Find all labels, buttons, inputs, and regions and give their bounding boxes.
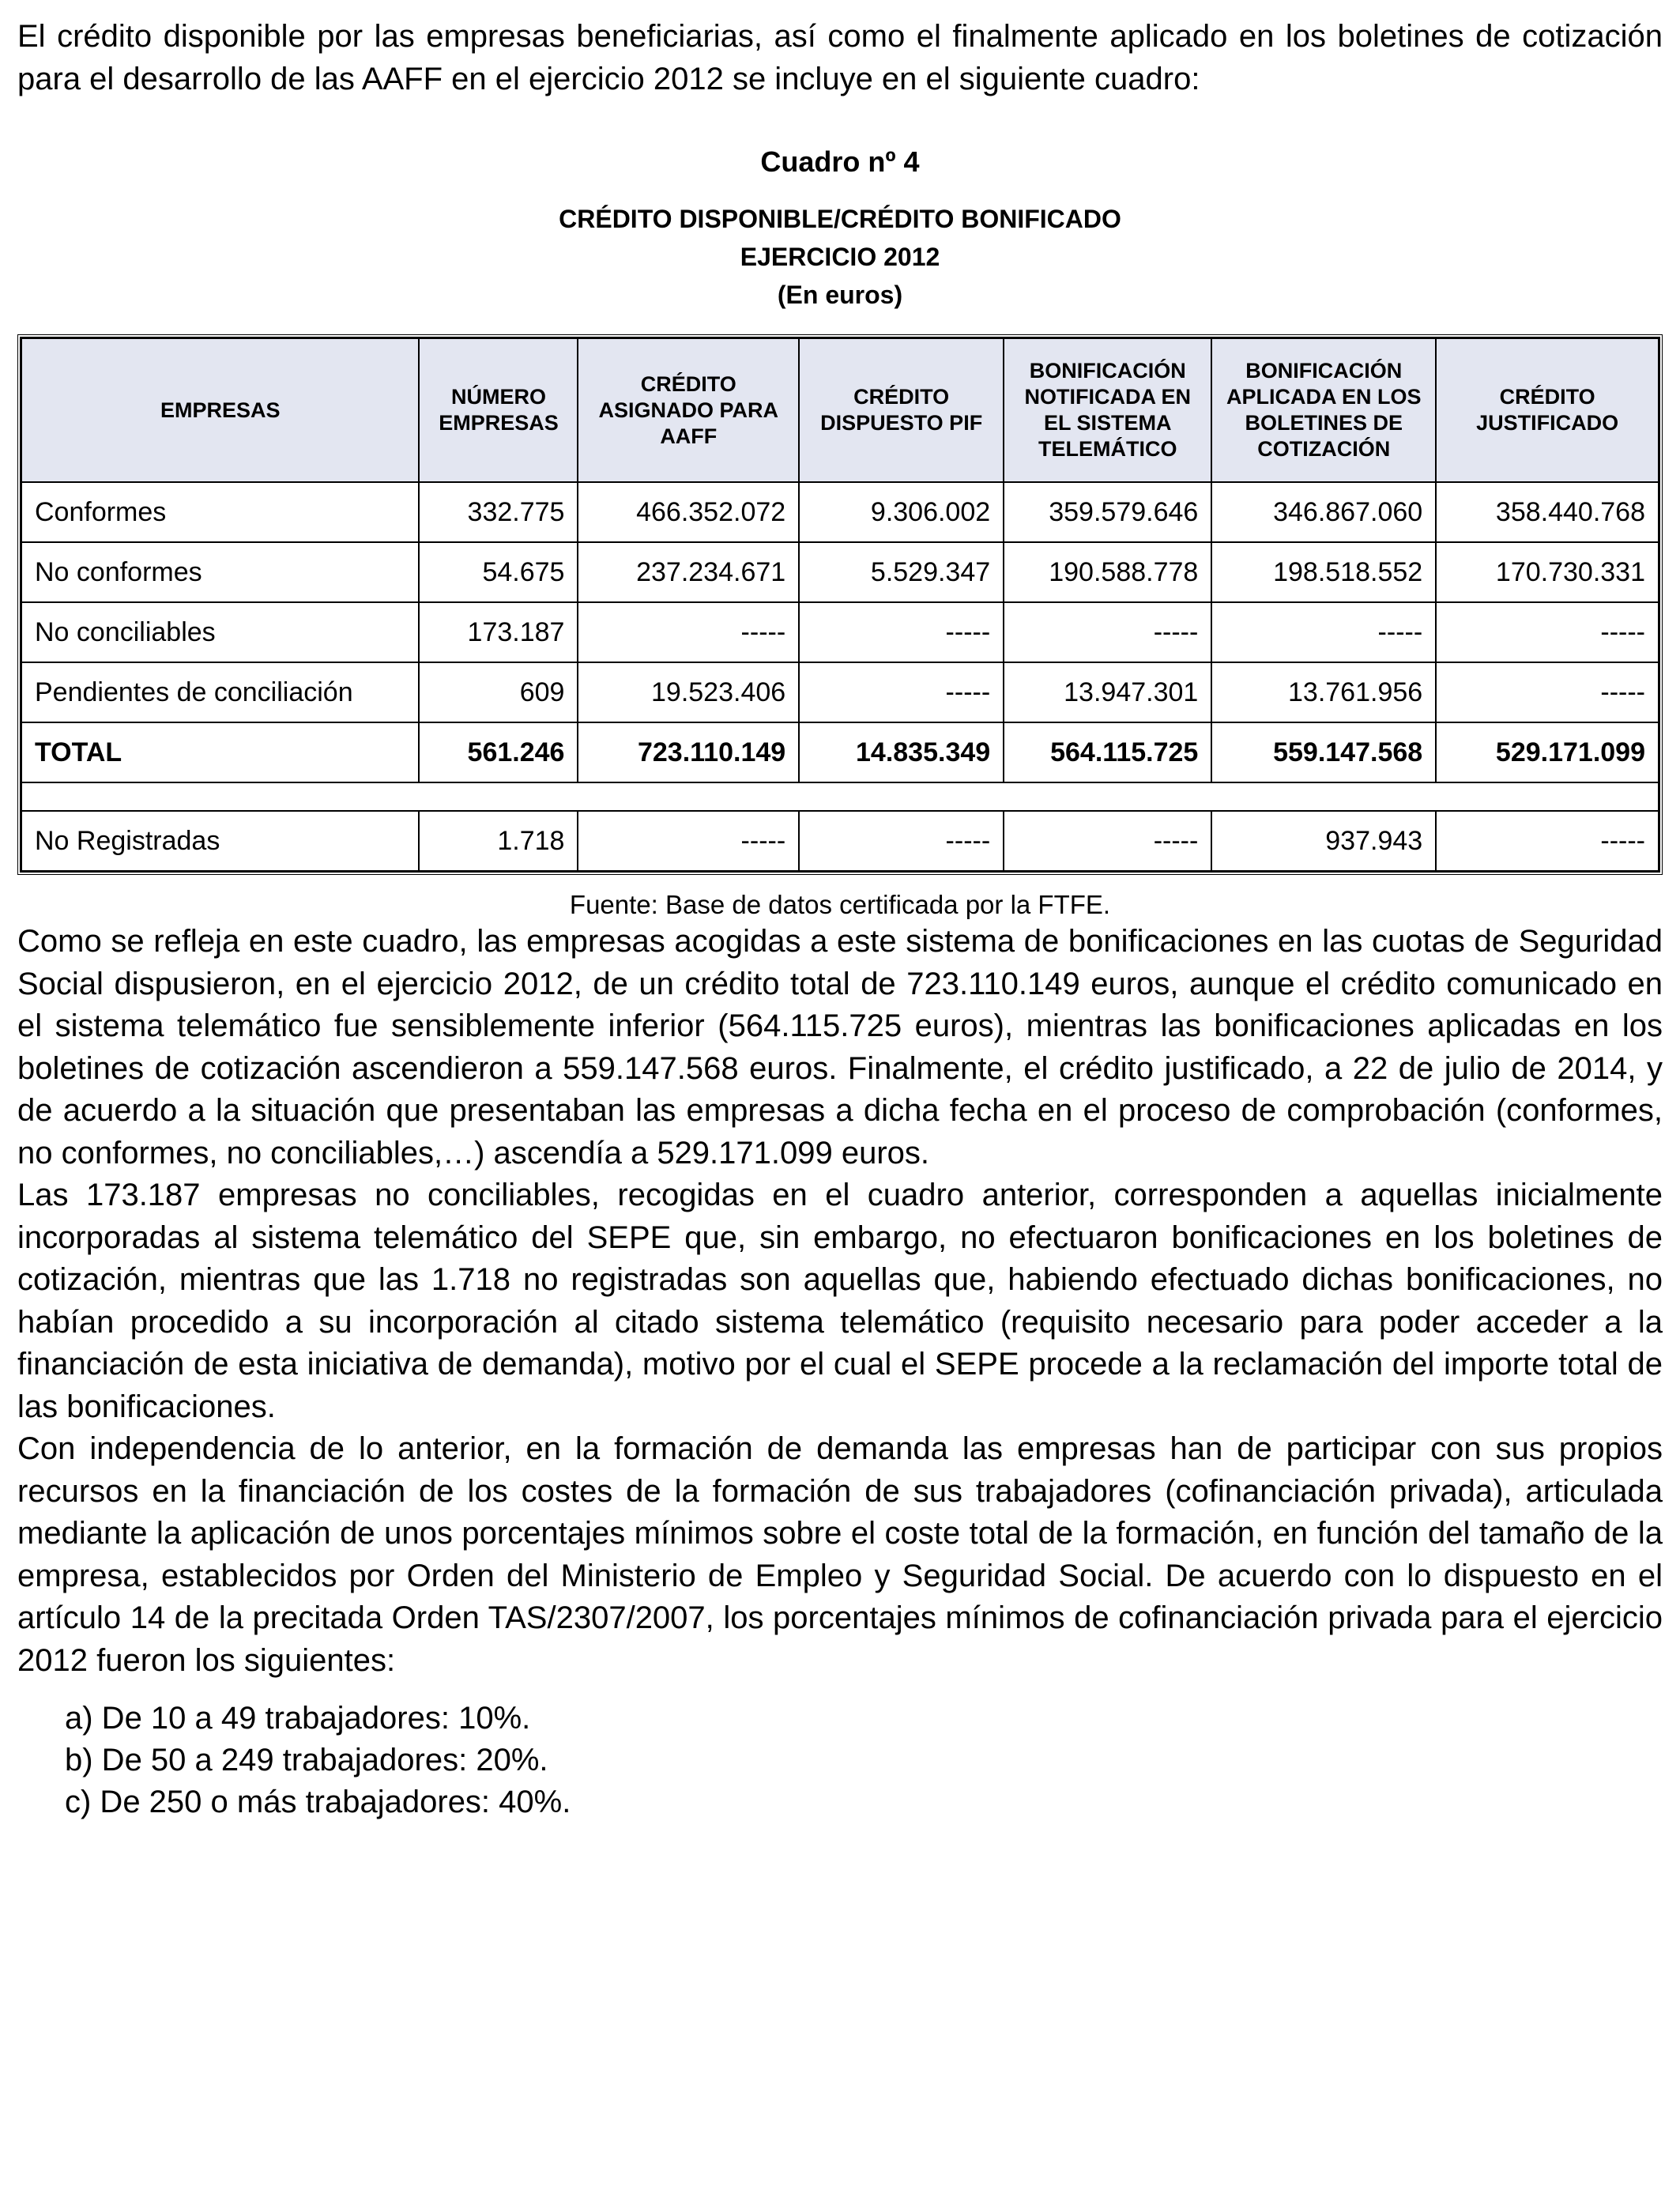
cell-value: 19.523.406	[578, 662, 799, 722]
total-value: 529.171.099	[1436, 722, 1659, 782]
header-credito-dispuesto: CRÉDITO DISPUESTO PIF	[799, 338, 1004, 482]
cell-value: 9.306.002	[799, 482, 1004, 542]
table-title	[17, 200, 1663, 314]
total-value: 564.115.725	[1004, 722, 1211, 782]
header-numero-empresas: NÚMERO EMPRESAS	[419, 338, 578, 482]
cell-value: 466.352.072	[578, 482, 799, 542]
cell-value: 198.518.552	[1211, 542, 1436, 602]
cell-value: 190.588.778	[1004, 542, 1211, 602]
cell-value: -----	[1004, 811, 1211, 871]
table-row	[21, 482, 1659, 542]
cell-value: 5.529.347	[799, 542, 1004, 602]
cell-value: 609	[419, 662, 578, 722]
table-row	[21, 602, 1659, 662]
row-label: No Registradas	[21, 811, 419, 871]
paragraph-3: Con independencia de lo anterior, en la formación de demanda las empresas han de participar con sus propios recursos en la financiación de los costes de la formación de sus trabajadores (cofinanciación privada), articulada mediante la aplicación de unos porcentajes mínimos sobre el coste total de la formación, en función del tamaño de la empresa, establecidos por Orden del Ministerio de Empleo y Seguridad Social. De acuerdo con lo dispuesto en el artículo 14 de la precitada Orden TAS/2307/2007, los porcentajes mínimos de cofinanciación privada para el ejercicio 2012 fueron los siguientes:	[17, 1431, 1663, 1678]
row-label: No conformes	[21, 542, 419, 602]
header-credito-justificado: CRÉDITO JUSTIFICADO	[1436, 338, 1659, 482]
credit-table	[21, 337, 1659, 872]
header-empresas: EMPRESAS	[21, 338, 419, 482]
cell-value: 1.718	[419, 811, 578, 871]
paragraph-2: Las 173.187 empresas no conciliables, recogidas en el cuadro anterior, corresponden a aquellas inicialmente incorporadas al sistema telemático del SEPE que, sin embargo, no efectuaron bonificaciones en los boletines de cotización, mientras que las 1.718 no registradas son aquellas que, habiendo efectuado dichas bonificaciones, no habían procedido a su incorporación al citado sistema telemático (requisito necesario para poder acceder a la financiación de esta iniciativa de demanda), motivo por el cual el SEPE procede a la reclamación del importe total de las bonificaciones.	[17, 1178, 1663, 1424]
table-row	[21, 662, 1659, 722]
total-value: 561.246	[419, 722, 578, 782]
cell-value: 332.775	[419, 482, 578, 542]
table-row	[21, 542, 1659, 602]
cell-value: -----	[1436, 811, 1659, 871]
cell-value: -----	[578, 602, 799, 662]
header-bonificacion-notificada: BONIFICACIÓN NOTIFICADA EN EL SISTEMA TELEMÁTICO	[1004, 338, 1211, 482]
table-header-row	[21, 338, 1659, 482]
total-label: TOTAL	[21, 722, 419, 782]
row-label: Pendientes de conciliación	[21, 662, 419, 722]
table-source-note: Fuente: Base de datos certificada por la FTFE.	[569, 890, 1111, 919]
cell-value: 346.867.060	[1211, 482, 1436, 542]
table-frame	[17, 334, 1663, 875]
cell-value: -----	[799, 602, 1004, 662]
cell-value: 13.761.956	[1211, 662, 1436, 722]
cell-value: -----	[1436, 662, 1659, 722]
spacer-cell	[21, 782, 1659, 811]
table-title-line-1: CRÉDITO DISPONIBLE/CRÉDITO BONIFICADO	[559, 205, 1121, 233]
cell-value: -----	[1436, 602, 1659, 662]
table-total-row	[21, 722, 1659, 782]
cell-value: 173.187	[419, 602, 578, 662]
cell-value: 937.943	[1211, 811, 1436, 871]
list-item: b) De 50 a 249 trabajadores: 20%.	[65, 1743, 548, 1777]
cell-value: 54.675	[419, 542, 578, 602]
header-credito-asignado: CRÉDITO ASIGNADO PARA AAFF	[578, 338, 799, 482]
list-item: a) De 10 a 49 trabajadores: 10%.	[65, 1701, 531, 1736]
row-label: No conciliables	[21, 602, 419, 662]
table-unregistered-row	[21, 811, 1659, 871]
cell-value: -----	[1211, 602, 1436, 662]
table-caption	[17, 146, 1663, 314]
intro-paragraph: El crédito disponible por las empresas beneficiarias, así como el finalmente aplicado en los boletines de cotización para el desarrollo de las AAFF en el ejercicio 2012 se incluye en el siguiente cuadro:	[17, 19, 1663, 96]
table-title-line-2: EJERCICIO 2012	[740, 243, 940, 271]
cell-value: 358.440.768	[1436, 482, 1659, 542]
cell-value: -----	[799, 811, 1004, 871]
table-title-line-3: (En euros)	[777, 281, 903, 309]
paragraph-1: Como se refleja en este cuadro, las empresas acogidas a este sistema de bonificaciones en las cuotas de Seguridad Social dispusieron, en el ejercicio 2012, de un crédito total de 723.110.149 euros, aunque el crédito comunicado en el sistema telemático fue sensiblemente inferior (564.115.725 euros), mientras las bonificaciones aplicadas en los boletines de cotización ascendieron a 559.147.568 euros. Finalmente, el crédito justificado, a 22 de julio de 2014, y de acuerdo a la situación que presentaban las empresas a dicha fecha en el proceso de comprobación (conformes, no conformes, no conciliables,…) ascendía a 529.171.099 euros.	[17, 924, 1663, 1171]
row-label: Conformes	[21, 482, 419, 542]
cell-value: 170.730.331	[1436, 542, 1659, 602]
cell-value: 13.947.301	[1004, 662, 1211, 722]
list-item: c) De 250 o más trabajadores: 40%.	[65, 1785, 571, 1819]
header-bonificacion-aplicada: BONIFICACIÓN APLICADA EN LOS BOLETINES DE COTIZACIÓN	[1211, 338, 1436, 482]
cell-value: -----	[578, 811, 799, 871]
cofinancing-list	[17, 1698, 1663, 1823]
document-page	[17, 16, 1663, 1823]
total-value: 14.835.349	[799, 722, 1004, 782]
total-value: 723.110.149	[578, 722, 799, 782]
total-value: 559.147.568	[1211, 722, 1436, 782]
cell-value: -----	[799, 662, 1004, 722]
cell-value: 359.579.646	[1004, 482, 1211, 542]
cell-value: -----	[1004, 602, 1211, 662]
cell-value: 237.234.671	[578, 542, 799, 602]
table-spacer-row	[21, 782, 1659, 811]
table-number: Cuadro nº 4	[760, 145, 920, 178]
